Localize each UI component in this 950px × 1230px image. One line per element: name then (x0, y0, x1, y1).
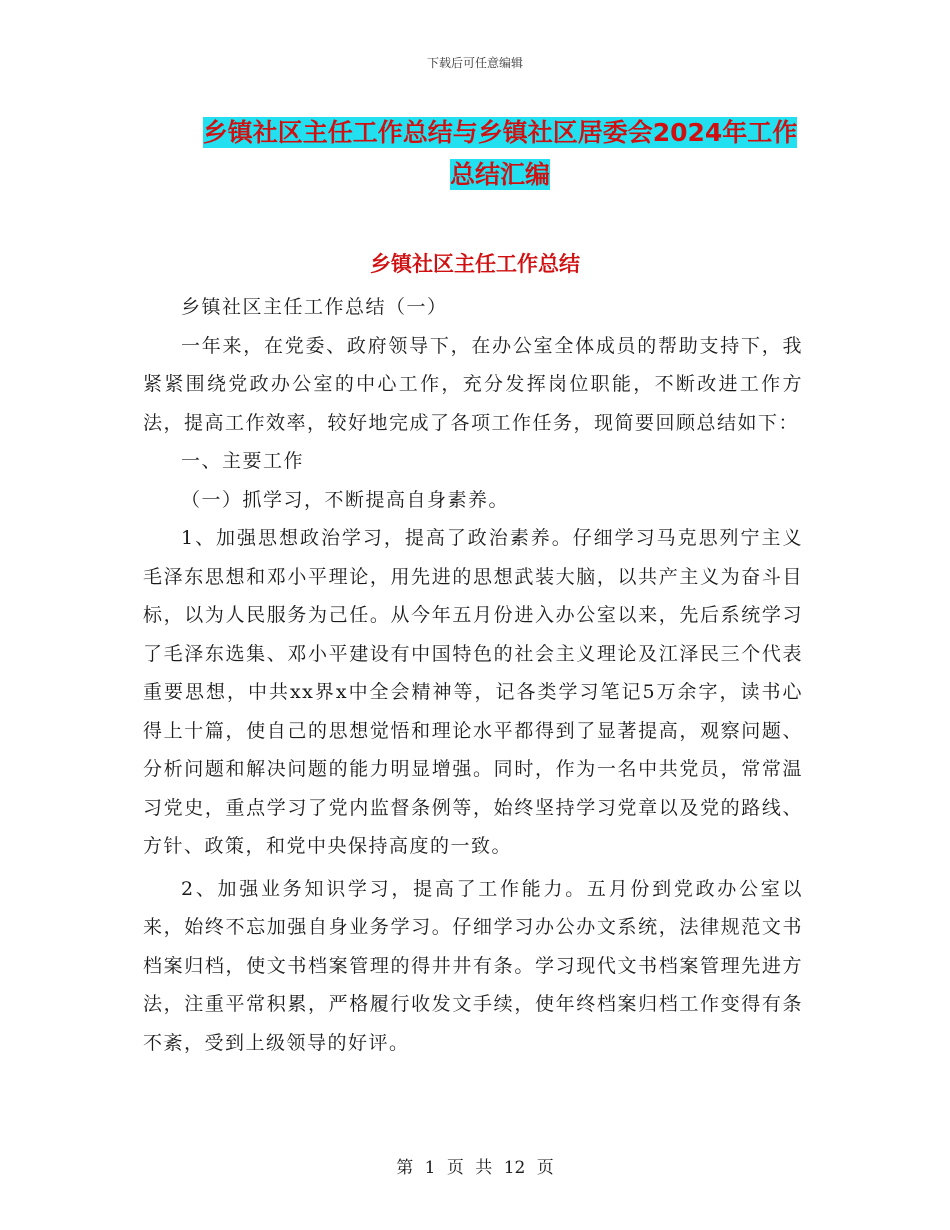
section-title: 乡镇社区主任工作总结 (370, 252, 580, 276)
document-body (143, 288, 803, 1062)
page-number-footer: 第 1 页 共 12 页 (396, 1158, 554, 1178)
paragraph-subheading-study: （一）抓学习，不断提高自身素养。 (181, 488, 510, 511)
paragraph-business-study: 2、加强业务知识学习，提高了工作能力。五月份到党政办公室以来，始终不忘加强自身业务学习。仔细学习办公办文系统，法律规范文书档案归档，使文书档案管理的得井井有条。学习现代文书档案管理先进方法，注重平常积累，严格履行收发文手续，使年终档案归档工作变得有条不紊，受到上级领导的好评。 (143, 877, 803, 1054)
header-note: 下载后可任意编辑 (426, 56, 523, 70)
document-title-line-2: 总结汇编 (449, 160, 550, 189)
paragraph-subtitle: 乡镇社区主任工作总结（一） (181, 296, 448, 318)
paragraph-heading-main-work: 一、主要工作 (181, 450, 305, 472)
document-title-line-1: 乡镇社区主任工作总结与乡镇社区居委会2024年工作 (202, 118, 798, 147)
document-title (150, 112, 850, 196)
paragraph-political-study: 1、加强思想政治学习，提高了政治素养。仔细学习马克思列宁主义毛泽东思想和邓小平理论，用先进的思想武装大脑，以共产主义为奋斗目标，以为人民服务为己任。从今年五月份进入办公室以来，先后系统学习了毛泽东选集、邓小平建设有中国特色的社会主义理论及江泽民三个代表重要思想，中共xx界x中全会精神等，记各类学习笔记5万余字，读书心得上十篇，使自己的思想觉悟和理论水平都得到了显著提高，观察问题、分析问题和解决问题的能力明显增强。同时，作为一名中共党员，常常温习党史，重点学习了党内监督条例等，始终坚持学习党章以及党的路线、方针、政策，和党中央保持高度的一致。 (143, 527, 803, 857)
paragraph-intro: 一年来，在党委、政府领导下，在办公室全体成员的帮助支持下，我紧紧围绕党政办公室的中心工作，充分发挥岗位职能，不断改进工作方法，提高工作效率，较好地完成了各项工作任务，现简要回顾总结如下： (143, 334, 803, 434)
